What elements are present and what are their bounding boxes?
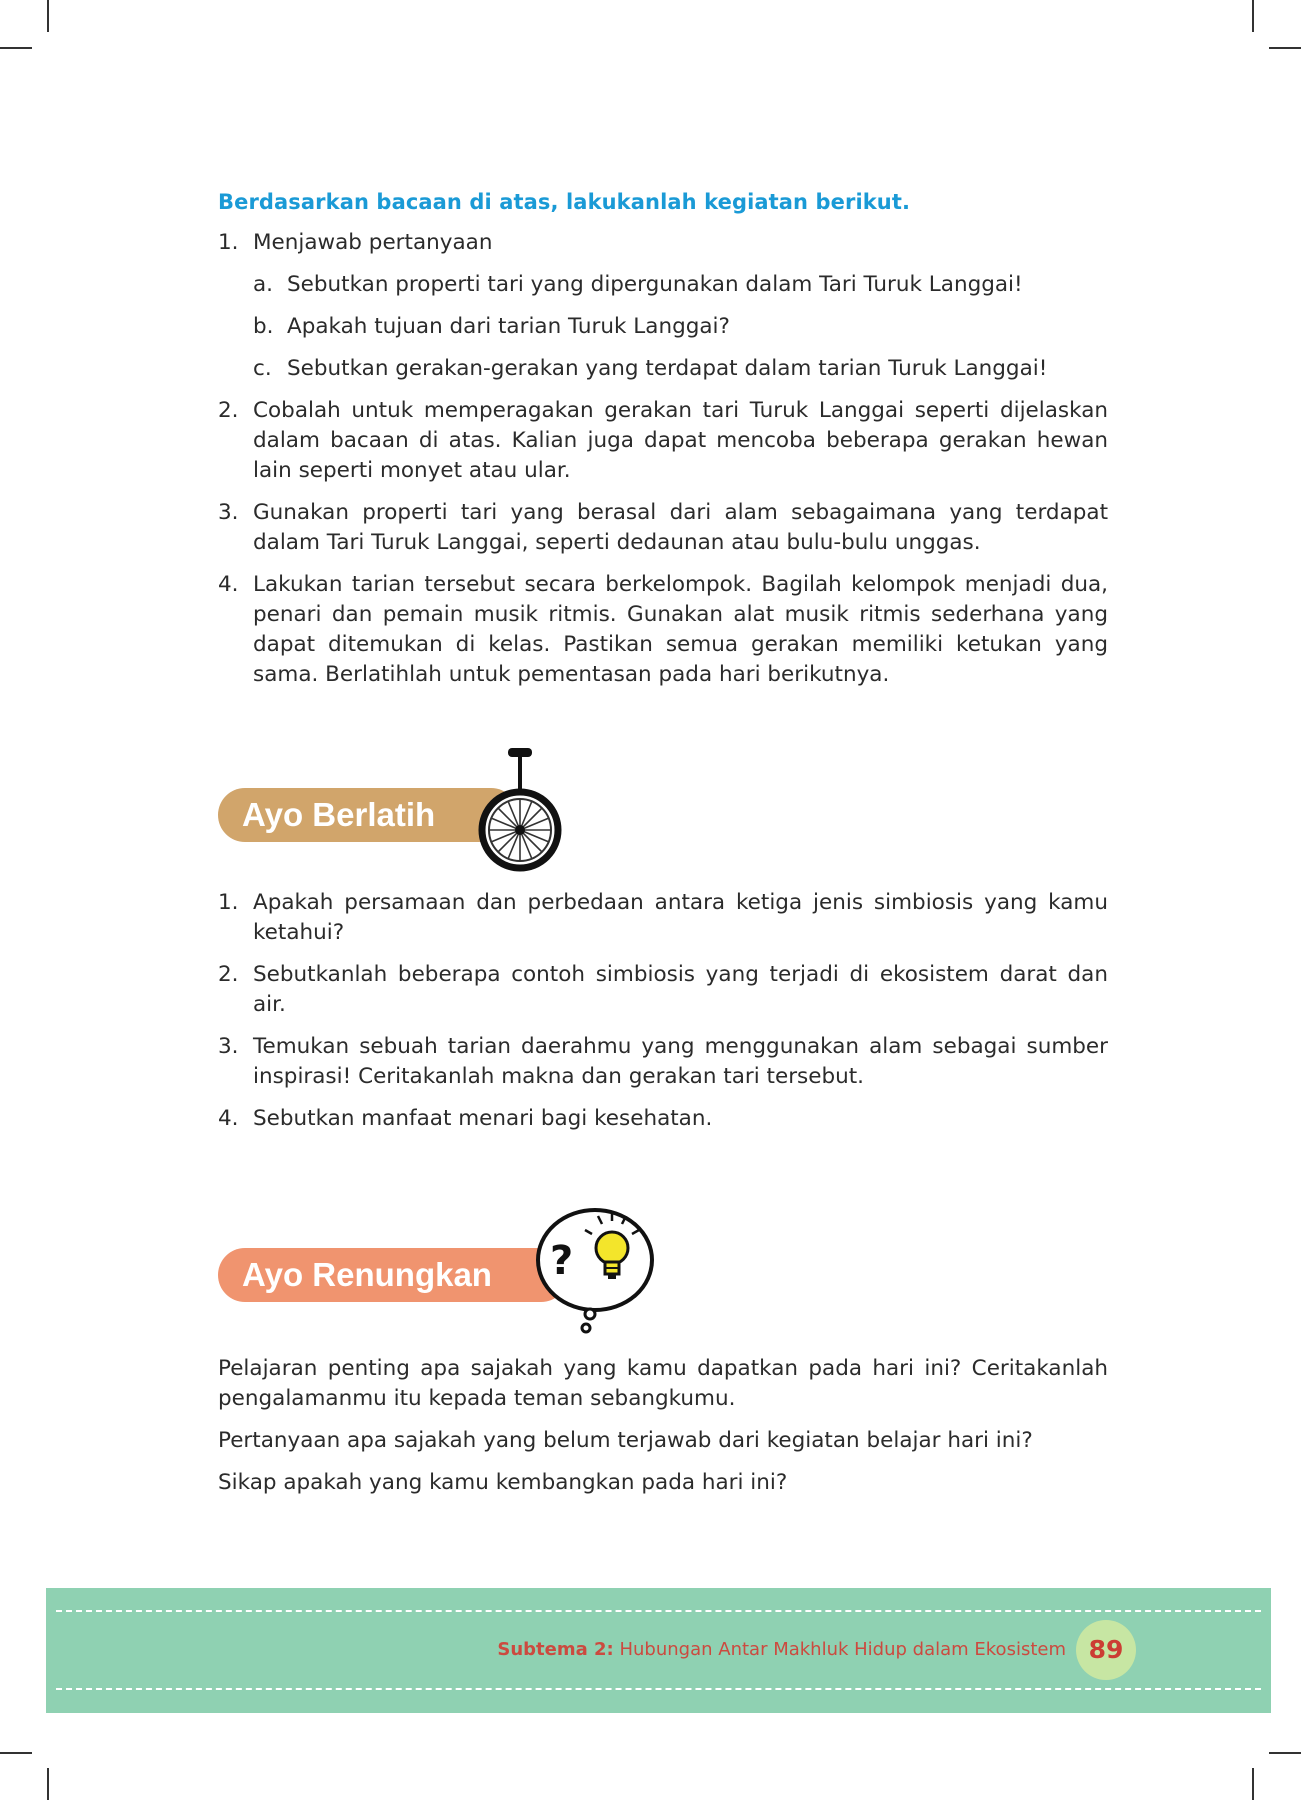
reflection-paragraph: Pertanyaan apa sajakah yang belum terjawab dari kegiatan belajar hari ini?	[218, 1428, 1033, 1453]
item-text: Sebutkan gerakan-gerakan yang terdapat dalam tarian Turuk Langgai!	[287, 356, 1048, 381]
item-text: Apakah persamaan dan perbedaan antara ketiga jenis simbiosis yang kamu ketahui?	[253, 890, 1108, 945]
item-number: 4.	[218, 1106, 239, 1131]
list-item	[218, 498, 1108, 558]
instruction-heading: Berdasarkan bacaan di atas, lakukanlah kegiatan berikut.	[218, 190, 911, 214]
item-number: 2.	[218, 962, 239, 987]
dashed-divider	[56, 1610, 1261, 1612]
item-number: 3.	[218, 1034, 239, 1059]
crop-mark	[0, 47, 32, 49]
exercise-list	[218, 888, 1108, 1134]
crop-mark	[1252, 1768, 1254, 1800]
item-text: Gunakan properti tari yang berasal dari alam sebagaimana yang terdapat dalam Tari Turuk Langgai, seperti dedaunan atau bulu-bulu unggas.	[253, 500, 1108, 555]
footer-band	[46, 1588, 1271, 1713]
item-number: 4.	[218, 572, 239, 597]
subtheme-label: Subtema 2:	[497, 1639, 614, 1660]
reflection-paragraph: Pelajaran penting apa sajakah yang kamu dapatkan pada hari ini? Ceritakanlah pengalamanmu itu kepada teman sebangkumu.	[218, 1356, 1108, 1411]
thought-bubble-icon	[530, 1202, 660, 1340]
item-number: 3.	[218, 500, 239, 525]
item-text: Temukan sebuah tarian daerahmu yang menggunakan alam sebagai sumber inspirasi! Ceritakanlah makna dan gerakan tari tersebut.	[253, 1034, 1108, 1089]
crop-mark	[47, 0, 49, 32]
list-item	[218, 1104, 1108, 1134]
question-sublist	[253, 270, 1108, 384]
item-text: Menjawab pertanyaan	[253, 230, 493, 255]
item-number: 2.	[218, 398, 239, 423]
crop-mark	[1269, 47, 1301, 49]
item-number: 1.	[218, 890, 239, 915]
list-item	[218, 228, 1108, 384]
item-letter: c.	[253, 356, 272, 381]
item-letter: b.	[253, 314, 274, 339]
reflection-paragraph: Sikap apakah yang kamu kembangkan pada hari ini?	[218, 1470, 788, 1495]
item-text: Lakukan tarian tersebut secara berkelompok. Bagilah kelompok menjadi dua, penari dan pemain musik ritmis. Gunakan alat musik ritmis sederhana yang dapat ditemukan di kelas. Pastikan semua gerakan memiliki ketukan yang sama. Berlatihlah untuk pementasan pada hari berikutnya.	[253, 572, 1108, 687]
list-item	[253, 270, 1108, 300]
page-number: 89	[1076, 1620, 1136, 1680]
list-item	[218, 570, 1108, 690]
item-text: Sebutkan manfaat menari bagi kesehatan.	[253, 1106, 713, 1131]
crop-mark	[47, 1768, 49, 1800]
activity-list	[218, 228, 1108, 690]
berlatih-title: Ayo Berlatih	[218, 788, 518, 842]
question-mark-icon: ?	[550, 1238, 574, 1284]
list-item	[253, 354, 1108, 384]
item-text: Cobalah untuk memperagakan gerakan tari Turuk Langgai seperti dijelaskan dalam bacaan di atas. Kalian juga dapat mencoba beberapa gerakan hewan lain seperti monyet atau ular.	[253, 398, 1108, 483]
unicycle-icon	[458, 744, 578, 872]
renungkan-section	[218, 1354, 1108, 1510]
list-item	[253, 312, 1108, 342]
list-item	[218, 960, 1108, 1020]
crop-mark	[1252, 0, 1254, 32]
subtheme-title: Hubungan Antar Makhluk Hidup dalam Ekosistem	[619, 1639, 1066, 1660]
dashed-divider	[56, 1688, 1261, 1690]
item-number: 1.	[218, 230, 239, 255]
crop-mark	[1269, 1752, 1301, 1754]
item-text: Apakah tujuan dari tarian Turuk Langgai?	[287, 314, 730, 339]
berlatih-section	[218, 888, 1108, 1146]
footer-subtheme	[497, 1639, 1066, 1660]
item-letter: a.	[253, 272, 274, 297]
item-text: Sebutkanlah beberapa contoh simbiosis yang terjadi di ekosistem darat dan air.	[253, 962, 1108, 1017]
list-item	[218, 396, 1108, 486]
item-text: Sebutkan properti tari yang dipergunakan dalam Tari Turuk Langgai!	[287, 272, 1023, 297]
list-item	[218, 1032, 1108, 1092]
list-item	[218, 888, 1108, 948]
crop-mark	[0, 1752, 32, 1754]
activities-section	[218, 190, 1108, 702]
renungkan-title: Ayo Renungkan	[218, 1248, 568, 1302]
